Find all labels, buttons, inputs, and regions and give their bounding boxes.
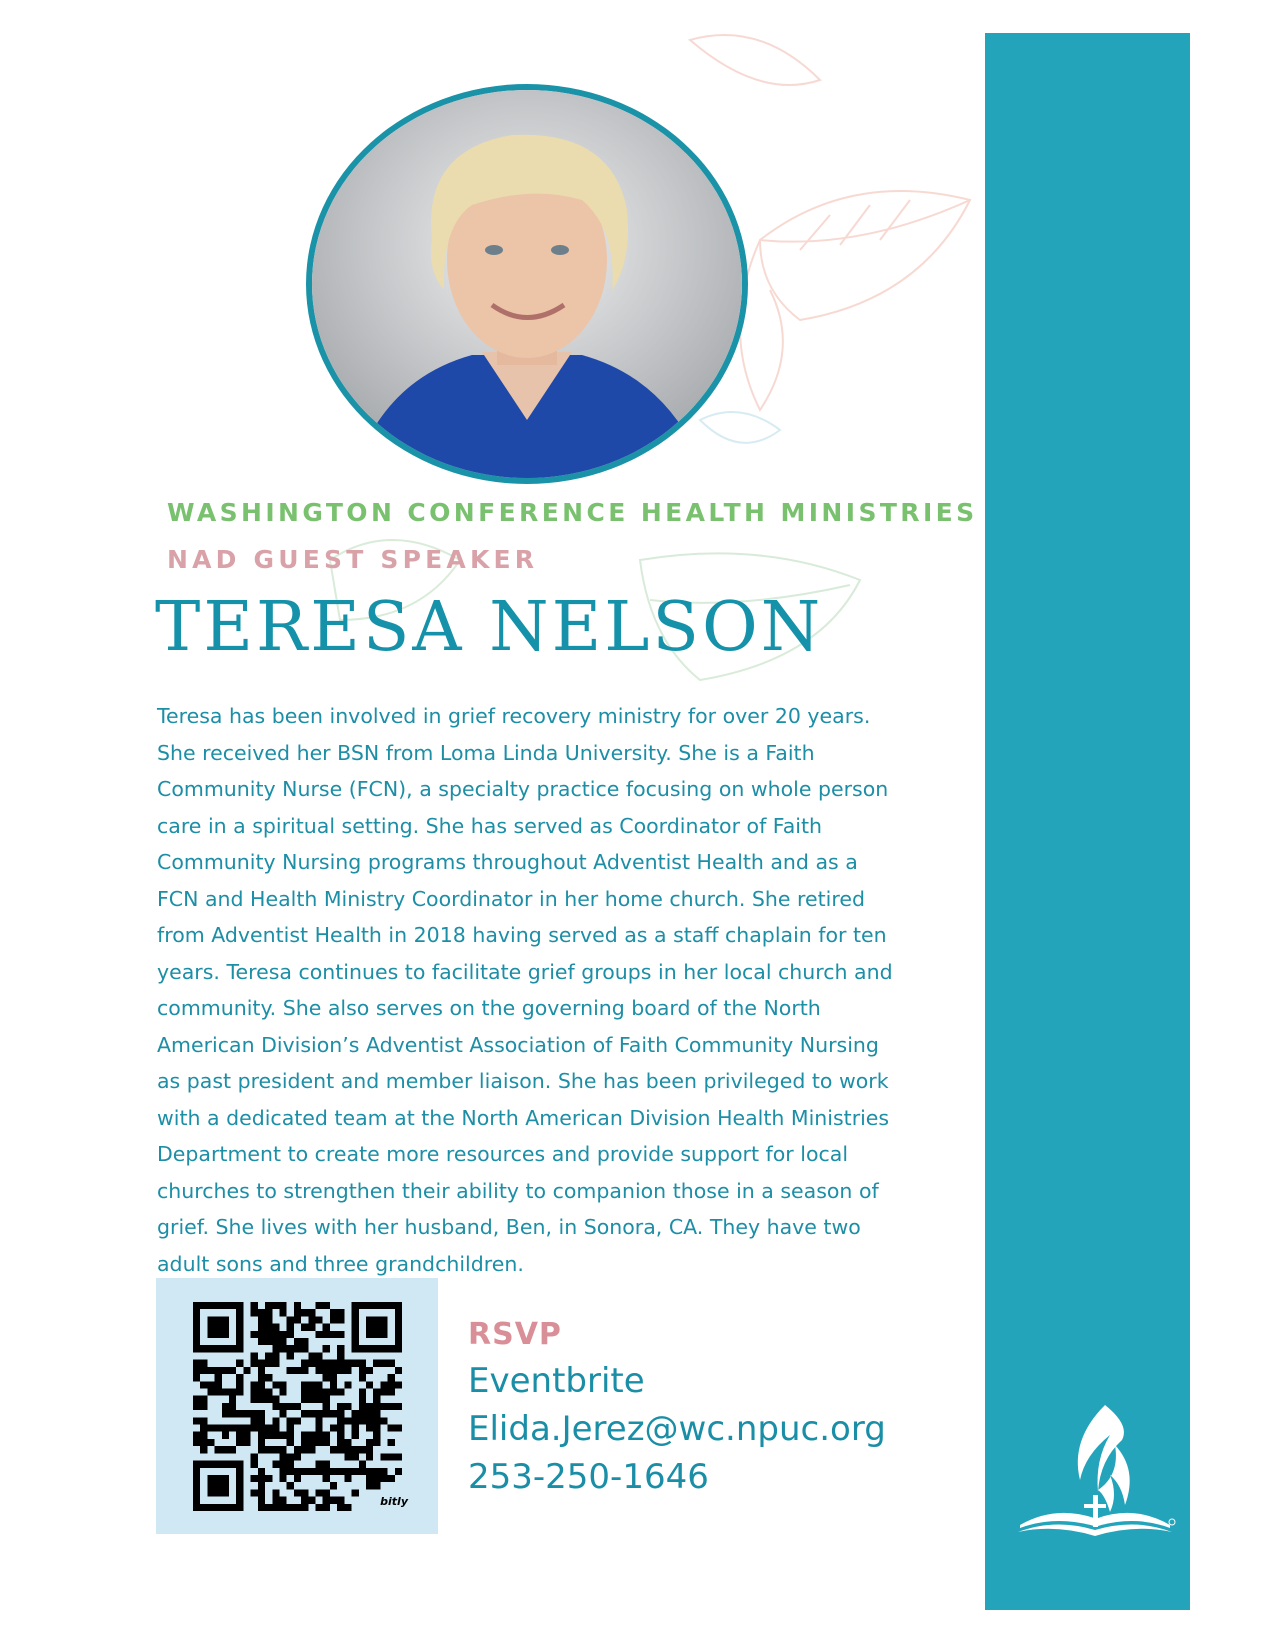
qr-code-panel[interactable] [156, 1278, 438, 1534]
speaker-bio [157, 698, 997, 1282]
bio-line: Department to create more resources and provide support for local [157, 1142, 849, 1166]
contact-phone[interactable]: 253-250-1646 [468, 1457, 709, 1497]
bio-line: churches to strengthen their ability to companion those in a season of [157, 1178, 879, 1203]
rsvp-heading: RSVP [468, 1317, 562, 1352]
speaker-name: TERESA NELSON [155, 588, 824, 667]
adventist-logo-icon [1010, 1400, 1180, 1550]
bio-line: with a dedicated team at the North American Division Health Ministries [157, 1105, 890, 1130]
bio-line: FCN and Health Ministry Coordinator in her home church. She retired [157, 886, 865, 911]
bio-line: She received her BSN from Loma Linda University. She is a Faith [157, 740, 815, 765]
bio-line: Community Nursing programs throughout Adventist Health and as a [157, 850, 858, 874]
bio-line: Teresa has been involved in grief recovery ministry for over 20 years. [157, 704, 871, 728]
portrait-photo [312, 90, 742, 478]
bio-line: years. Teresa continues to facilitate grief groups in her local church and [157, 959, 893, 984]
accent-side-band [985, 33, 1190, 1610]
contact-email-link[interactable]: Elida.Jerez@wc.npuc.org [468, 1409, 886, 1449]
bio-line: care in a spiritual setting. She has served as Coordinator of Faith [157, 813, 823, 838]
bio-line: Community Nurse (FCN), a specialty practice focusing on whole person [157, 777, 889, 801]
eventbrite-link[interactable]: Eventbrite [468, 1361, 645, 1401]
bio-line: American Division’s Adventist Association of Faith Community Nursing [157, 1032, 879, 1057]
bio-line: as past president and member liaison. She has been privileged to work [157, 1069, 889, 1093]
qr-brand-label: bitly [380, 1495, 408, 1508]
speaker-portrait [306, 84, 748, 484]
organization-heading: WASHINGTON CONFERENCE HEALTH MINISTRIES [167, 498, 978, 527]
bio-line: grief. She lives with her husband, Ben, in Sonora, CA. They have two [157, 1215, 861, 1239]
bio-line: community. She also serves on the governing board of the North [157, 996, 821, 1020]
role-subheading: NAD GUEST SPEAKER [167, 545, 539, 574]
qr-code[interactable] [183, 1302, 412, 1511]
bio-line: adult sons and three grandchildren. [157, 1251, 524, 1276]
bio-line: from Adventist Health in 2018 having served as a staff chaplain for ten [157, 923, 887, 947]
